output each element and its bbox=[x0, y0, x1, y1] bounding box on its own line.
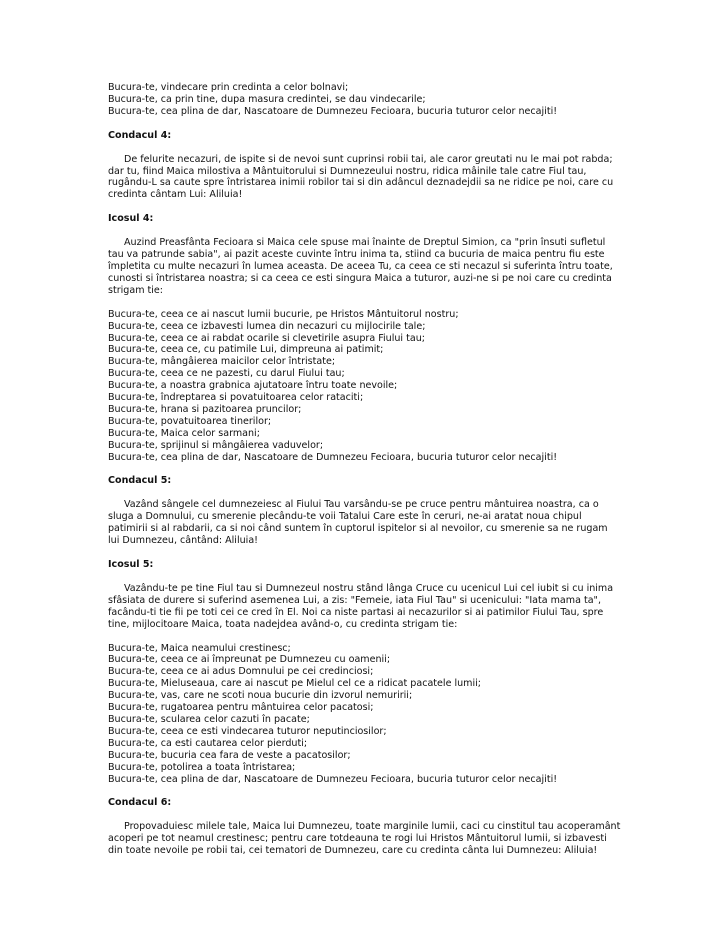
condac-5-heading: Condacul 5: bbox=[108, 475, 172, 487]
icos-5-litany bbox=[108, 643, 628, 786]
litany-line: Bucura-te, ceea ce izbavesti lumea din necazuri cu mijlocirile tale; bbox=[108, 320, 426, 332]
paragraph-line: rugându-L sa caute spre întristarea inimii robilor tai si din adâncul deznadejdii sa ne ridice pe noi, care cu bbox=[108, 177, 614, 189]
litany-line: Bucura-te, rugatoarea pentru mântuirea celor pacatosi; bbox=[108, 702, 374, 714]
litany-line: Bucura-te, ceea ce, cu patimile Lui, dimpreuna ai patimit; bbox=[108, 344, 384, 356]
condac-5-paragraph bbox=[108, 499, 628, 547]
paragraph-line: tau va patrunde sabia", ai pazit aceste cuvinte întru inima ta, stiind ca bucuria de maica pentru fiu este bbox=[108, 249, 605, 261]
condac-6-heading: Condacul 6: bbox=[108, 797, 172, 809]
paragraph-line: Auzind Preasfânta Fecioara si Maica cele spuse mai înainte de Dreptul Simion, ca "prin însuti sufletul bbox=[124, 237, 606, 249]
litany-line: Bucura-te, povatuitoarea tinerilor; bbox=[108, 415, 272, 427]
paragraph-line: acoperi pe tot neamul crestinesc; pentru care totdeauna te rogi lui Hristos Mântuitorul lumii, si izbavesti bbox=[108, 833, 607, 845]
paragraph-line: împletita cu multe necazuri în lumea aceasta. De aceea Tu, ca ceea ce sti necazul si suferinta întru toate, bbox=[108, 260, 613, 272]
litany-line: Bucura-te, scularea celor cazuti în pacate; bbox=[108, 713, 310, 725]
litany-line: Bucura-te, Mieluseaua, care ai nascut pe Mielul cel ce a ridicat pacatele lumii; bbox=[108, 678, 482, 690]
litany-line: Bucura-te, Maica neamului crestinesc; bbox=[108, 642, 291, 654]
litany-line: Bucura-te, sprijinul si mângâierea vaduvelor; bbox=[108, 439, 324, 451]
paragraph-line: sluga a Domnului, cu smerenie plecându-te voii Tatalui Care este în ceruri, ne-ai aratat noua chipul bbox=[108, 511, 582, 523]
paragraph-line: Propovaduiesc milele tale, Maica lui Dumnezeu, toate marginile lumii, caci cu cinstitul tau acoperamânt bbox=[124, 821, 621, 833]
paragraph-line: tine, mijlocitoare Maica, toata nadejdea având-o, cu credinta strigam tie: bbox=[108, 618, 458, 630]
condac-4-paragraph bbox=[108, 154, 628, 202]
litany-line: Bucura-te, Maica celor sarmani; bbox=[108, 427, 260, 439]
paragraph-line: patimirii si al rabdarii, ca si noi când suntem în cuptorul ispitelor si al nevoilor, cu smerenie sa ne rugam bbox=[108, 523, 608, 535]
litany-line: Bucura-te, ceea ce ai nascut lumii bucurie, pe Hristos Mântuitorul nostru; bbox=[108, 308, 459, 320]
paragraph-line: sfâsiata de durere si suferind asemenea Lui, a zis: "Femeie, iata Fiul Tau" si ucenicului: "Iata mama ta", bbox=[108, 594, 601, 606]
litany-line: Bucura-te, a noastra grabnica ajutatoare întru toate nevoile; bbox=[108, 380, 398, 392]
paragraph-line: lui Dumnezeu, cântând: Aliluia! bbox=[108, 535, 258, 547]
paragraph-line: din toate nevoile pe robii tai, cei tematori de Dumnezeu, care cu credinta cânta lui Dumnezeu: Aliluia! bbox=[108, 845, 598, 857]
paragraph-line: dar tu, fiind Maica milostiva a Mântuitorului si Dumnezeului nostru, ridica mâinile tale catre Fiul tau, bbox=[108, 165, 587, 177]
litany-line: Bucura-te, bucuria cea fara de veste a pacatosilor; bbox=[108, 749, 351, 761]
litany-line: Bucura-te, hrana si pazitoarea pruncilor; bbox=[108, 403, 302, 415]
litany-line: Bucura-te, ceea ce ai adus Domnului pe cei credinciosi; bbox=[108, 666, 374, 678]
litany-line: Bucura-te, vindecare prin credinta a celor bolnavi; bbox=[108, 82, 349, 93]
litany-line: Bucura-te, ca prin tine, dupa masura credintei, se dau vindecarile; bbox=[108, 93, 426, 105]
icos-5-heading: Icosul 5: bbox=[108, 559, 154, 570]
litany-line: Bucura-te, cea plina de dar, Nascatoare de Dumnezeu Fecioara, bucuria tuturor celor necajiti! bbox=[108, 105, 558, 117]
condac-4-heading: Condacul 4: bbox=[108, 129, 172, 141]
litany-line: Bucura-te, îndreptarea si povatuitoarea celor rataciti; bbox=[108, 392, 364, 404]
paragraph-line: Vazându-te pe tine Fiul tau si Dumnezeul nostru stând lânga Cruce cu ucenicul Lui cel iubit si cu inima bbox=[124, 582, 614, 594]
paragraph-line: Vazând sângele cel dumnezeiesc al Fiului Tau varsându-se pe cruce pentru mântuirea noastra, ca o bbox=[124, 499, 599, 511]
document-page bbox=[108, 82, 628, 857]
icos-4-litany bbox=[108, 309, 628, 464]
paragraph-line: strigam tie: bbox=[108, 284, 164, 296]
paragraph-line: cunosti si întristarea noastra; si ca ceea ce esti singura Maica a tuturor, auzi-ne si pe noi care cu credinta bbox=[108, 272, 612, 284]
paragraph-line: facându-ti tie fii pe toti cei ce cred în El. Noi ca niste partasi ai necazurilor si ai patimilor Fiului Tau, spre bbox=[108, 606, 604, 618]
opening-litany bbox=[108, 82, 628, 118]
litany-line: Bucura-te, ceea ce esti vindecarea tuturor neputinciosilor; bbox=[108, 725, 387, 737]
litany-line: Bucura-te, vas, care ne scoti noua bucurie din izvorul nemuririi; bbox=[108, 690, 413, 702]
litany-line: Bucura-te, ceea ce ai rabdat ocarile si clevetirile asupra Fiului tau; bbox=[108, 332, 425, 344]
paragraph-line: De felurite necazuri, de ispite si de nevoi sunt cuprinsi robii tai, ale caror greutati nu le mai pot rabda; bbox=[124, 153, 613, 165]
paragraph-line: credinta cântam Lui: Aliluia! bbox=[108, 189, 243, 201]
litany-line: Bucura-te, ceea ce ai împreunat pe Dumnezeu cu oamenii; bbox=[108, 654, 391, 666]
litany-line: Bucura-te, ca esti cautarea celor pierduti; bbox=[108, 737, 308, 749]
litany-line: Bucura-te, mângâierea maicilor celor întristate; bbox=[108, 356, 336, 368]
icos-5-paragraph bbox=[108, 583, 628, 631]
icos-4-heading: Icosul 4: bbox=[108, 213, 154, 225]
litany-line: Bucura-te, ceea ce ne pazesti, cu darul Fiului tau; bbox=[108, 368, 345, 380]
condac-6-paragraph bbox=[108, 821, 628, 857]
litany-line: Bucura-te, potolirea a toata întristarea; bbox=[108, 761, 296, 773]
icos-4-paragraph bbox=[108, 237, 628, 297]
litany-line: Bucura-te, cea plina de dar, Nascatoare de Dumnezeu Fecioara, bucuria tuturor celor necajiti! bbox=[108, 773, 558, 785]
litany-line: Bucura-te, cea plina de dar, Nascatoare de Dumnezeu Fecioara, bucuria tuturor celor necajiti! bbox=[108, 451, 558, 463]
